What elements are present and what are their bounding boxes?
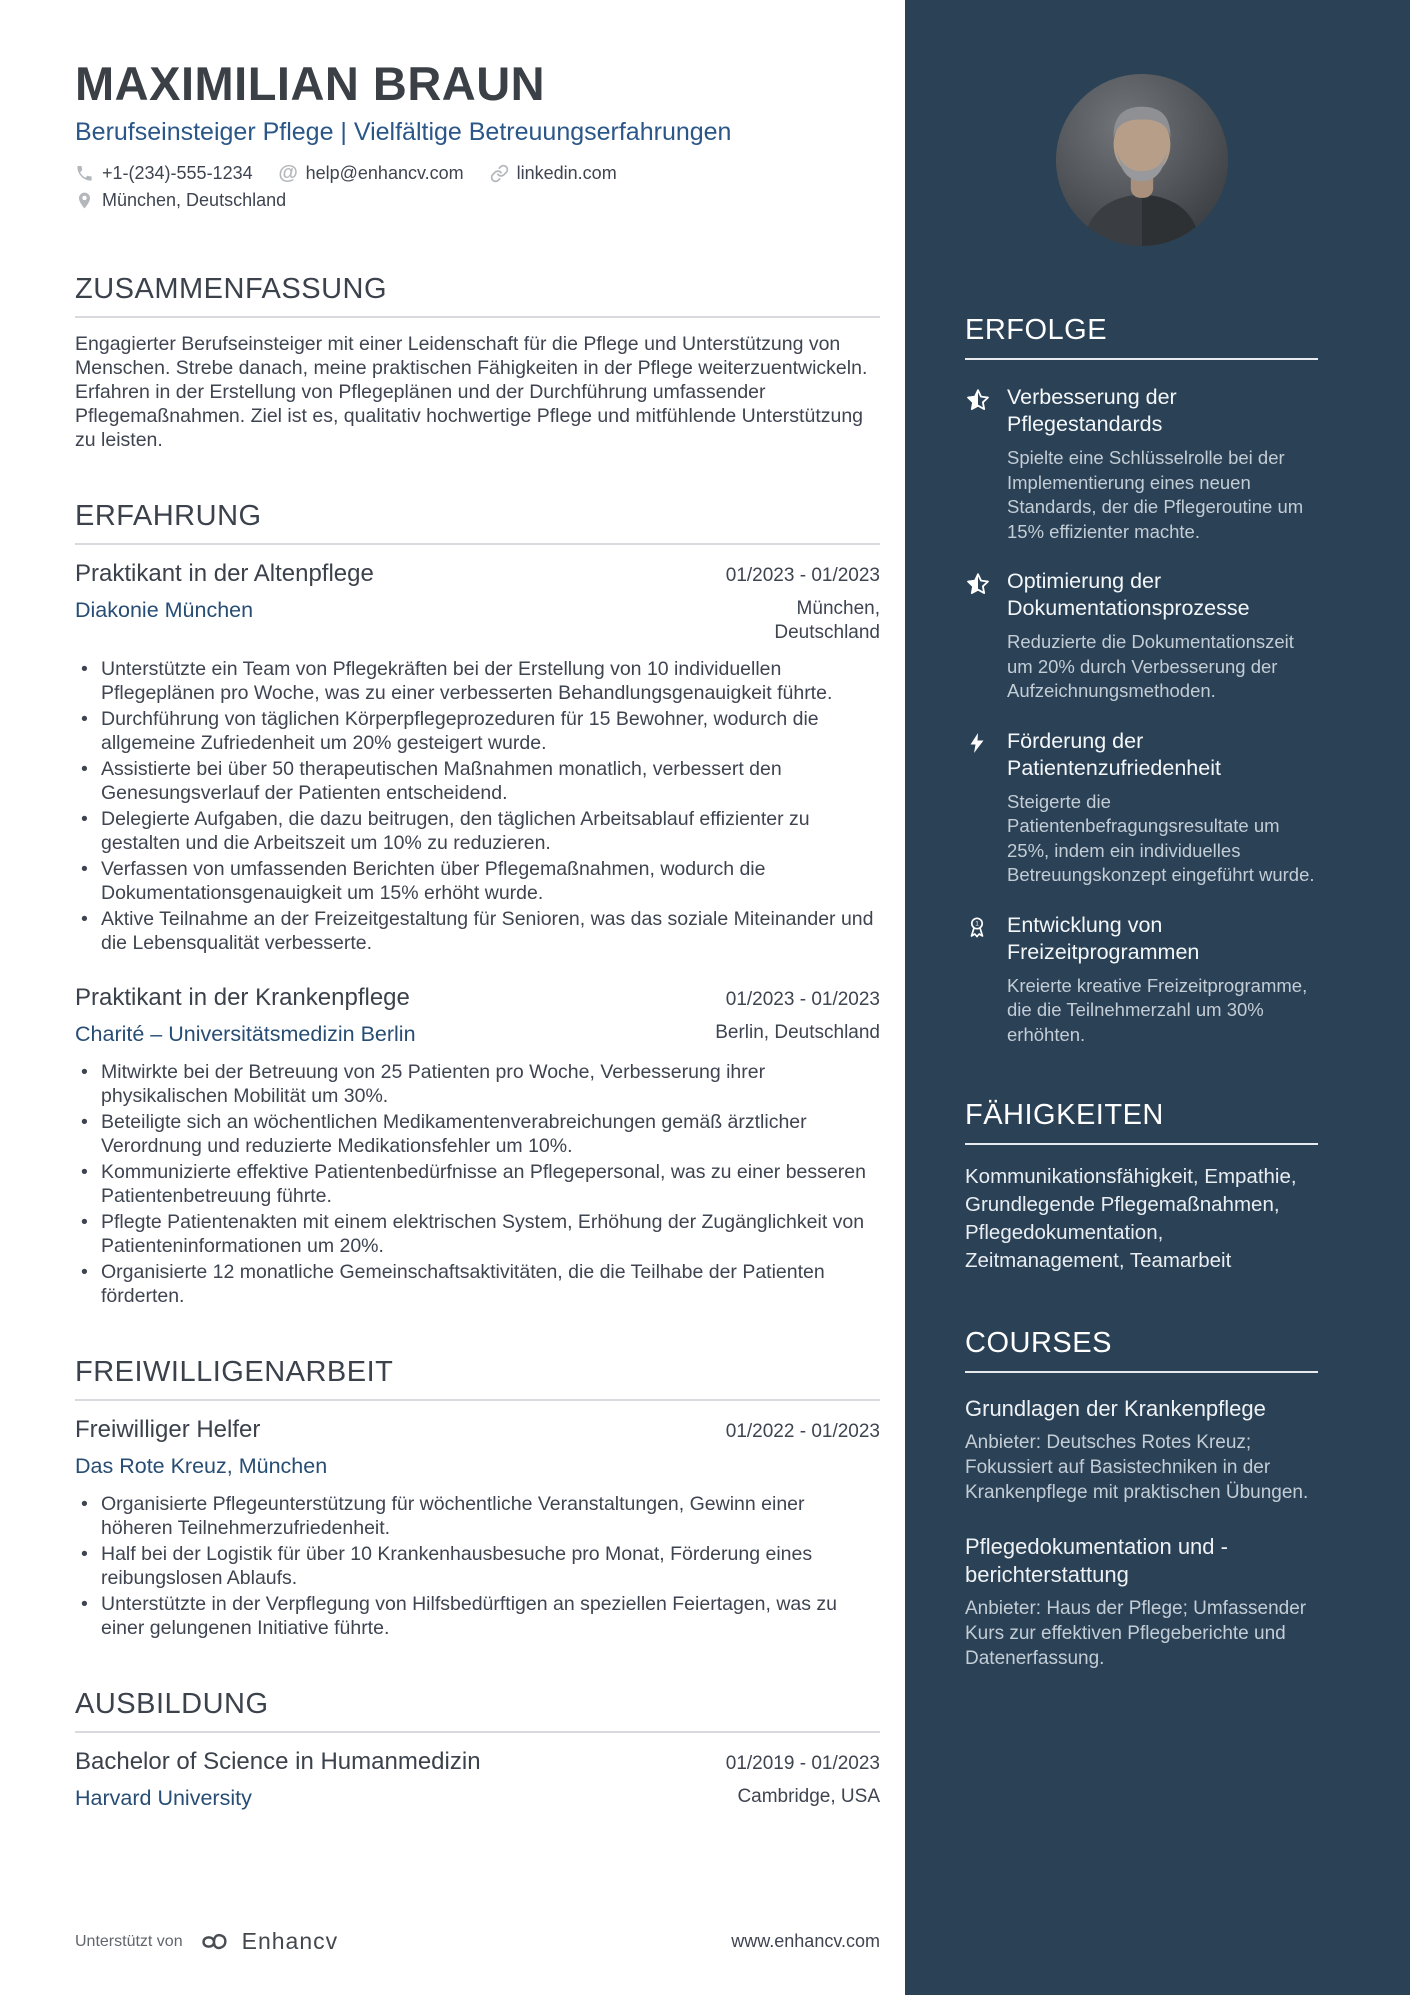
website-item[interactable] [490,163,617,184]
achievement-title: Optimierung der Dokumentationsprozesse [1007,569,1250,620]
email-item[interactable] [279,163,464,184]
section-volunteering [75,1356,880,1640]
job-entry [75,983,880,1308]
lightning-icon [965,728,991,888]
bullet-item: • Assistierte bei über 50 therapeutischen Maßnahmen monatlich, verbessert den Genesungsverlauf der Patienten entscheidend. [75,757,880,805]
sidebar [905,0,1410,1995]
course-title: Grundlagen der Krankenpflege [965,1396,1266,1421]
achievement-item [965,728,1318,888]
bullet-item: • Organisierte Pflegeunterstützung für wöchentliche Veranstaltungen, Gewinn einer höheren Teilnehmerzufriedenheit. [75,1492,880,1540]
job-company: Das Rote Kreuz, München [75,1454,328,1478]
profile-photo [1056,74,1228,246]
tagline: Berufseinsteiger Pflege | Vielfältige Betreuungserfahrungen [75,118,732,146]
job-title: Praktikant in der Krankenpflege [75,984,410,1011]
job-bullets [75,657,880,955]
course-text: Anbieter: Deutsches Rotes Kreuz; Fokussiert auf Basistechniken in der Krankenpflege mit praktischen Übungen. [965,1432,1309,1503]
job-location: Berlin, Deutschland [715,1022,880,1043]
section-heading: ERFOLGE [965,314,1318,360]
job-bullets [75,1060,880,1308]
star-half-icon [965,568,991,704]
contact-row [75,190,880,211]
location-value: München, Deutschland [102,190,287,210]
contact-row [75,163,880,184]
section-experience [75,500,880,1308]
bullet-item: • Verfassen von umfassenden Berichten über Pflegemaßnahmen, wodurch die Dokumentationsgenauigkeit um 15% erhöht wurde. [75,857,880,905]
achievement-body [1007,568,1318,704]
bullet-item: • Pflegte Patientenakten mit einem elektrischen System, Erhöhung der Zugänglichkeit von Patienteninformationen um 20%. [75,1210,880,1258]
website-value: linkedin.com [516,163,617,183]
achievement-item [965,568,1318,704]
person-name: MAXIMILIAN BRAUN [75,57,546,110]
phone-icon [75,164,94,183]
job-dates: 01/2023 - 01/2023 [725,989,880,1010]
at-icon: @ [278,162,298,184]
bullet-item: • Delegierte Aufgaben, die dazu beitrugen, den täglichen Arbeitsablauf effizienter zu gestalten und die Arbeitszeit um 10% zu reduzieren. [75,807,880,855]
job-head [75,559,880,589]
course-item [965,1533,1318,1671]
section-divider [75,1399,880,1401]
bullet-item: • Kommunizierte effektive Patientenbedürfnisse an Pflegepersonal, was zu einer besseren Patientenbetreuung führte. [75,1160,880,1208]
bullet-item: • Half bei der Logistik für über 10 Krankenhausbesuche pro Monat, Förderung eines reibungslosen Ablaufs. [75,1542,880,1590]
job-head [75,1415,880,1445]
job-title: Praktikant in der Altenpflege [75,560,374,587]
achievement-item [965,384,1318,544]
bullet-item: • Durchführung von täglichen Körperpflegeprozeduren für 15 Bewohner, wodurch die allgemeine Zufriedenheit um 20% gesteigert wurde. [75,707,880,755]
section-heading: FREIWILLIGENARBEIT [75,1356,394,1388]
school-name: Harvard University [75,1786,252,1810]
link-icon [490,164,509,183]
job-title: Freiwilliger Helfer [75,1416,261,1443]
job-entry [75,1415,880,1640]
school-location: Cambridge, USA [737,1786,880,1807]
page-footer [75,1928,880,1955]
job-entry [75,559,880,955]
job-company: Charité – Universitätsmedizin Berlin [75,1022,416,1046]
brand-name: Enhancv [241,1928,339,1954]
phone-item[interactable] [75,163,253,184]
bullet-item: • Beteiligte sich an wöchentlichen Medikamentenverabreichungen gemäß ärztlicher Verordnung und reduzierte Medikationsfehler um 10%. [75,1110,880,1158]
education-head [75,1747,880,1777]
section-courses [965,1327,1318,1671]
section-heading: ZUSAMMENFASSUNG [75,273,388,305]
job-company: Diakonie München [75,598,254,622]
course-text: Anbieter: Haus der Pflege; Umfassender Kurs zur effektiven Pflegeberichte und Datenerfassung. [965,1598,1307,1669]
location-item [75,190,286,211]
summary-text: Engagierter Berufseinsteiger mit einer Leidenschaft für die Pflege und Unterstützung von Menschen. Strebe danach, meine praktischen Fähigkeiten in der Pflege weiterzuentwickeln. Erfahren in der Erstellung von Pflegeplänen und der Durchführung umfassender Pflegemaßnahmen. Ziel ist es, qualitativ hochwertige Pflege und mitfühlende Unterstützung zu leisten. [75,333,868,451]
section-education [75,1688,880,1812]
job-subhead [75,1021,880,1048]
achievement-body [1007,728,1318,888]
section-heading: FÄHIGKEITEN [965,1099,1318,1145]
achievement-text: Kreierte kreative Freizeitprogramme, die die Teilnehmerzahl um 30% erhöhten. [1007,974,1308,1045]
resume-header [75,58,880,211]
section-heading: ERFAHRUNG [75,500,262,532]
education-entry [75,1747,880,1812]
job-dates: 01/2022 - 01/2023 [725,1421,880,1442]
map-pin-icon [75,191,94,210]
powered-by-label: Unterstützt von [75,1932,183,1950]
bullet-item: • Mitwirkte bei der Betreuung von 25 Patienten pro Woche, Verbesserung ihrer physikalischen Mobilität um 30%. [75,1060,880,1108]
job-dates: 01/2023 - 01/2023 [725,565,880,586]
enhancv-logo-icon [195,1929,233,1955]
svg-text:1: 1 [975,920,979,928]
achievement-text: Spielte eine Schlüsselrolle bei der Implementierung eines neuen Standards, der die Pflegeroutine um 15% effizienter machte. [1007,447,1304,542]
section-divider [75,543,880,545]
course-item [965,1395,1318,1505]
star-half-icon [965,384,991,544]
education-dates: 01/2019 - 01/2023 [725,1753,880,1774]
degree-title: Bachelor of Science in Humanmedizin [75,1748,481,1775]
phone-value: +1-(234)-555-1234 [102,163,253,183]
section-achievements [965,314,1318,1047]
email-value: help@enhancv.com [305,163,464,183]
footer-url[interactable]: www.enhancv.com [731,1931,880,1951]
section-divider [75,1731,880,1733]
achievement-text: Steigerte die Patientenbefragungsresultate um 25%, indem ein individuelles Betreuungskonzept eingeführt wurde. [1007,790,1315,885]
bullet-item: • Unterstützte in der Verpflegung von Hilfsbedürftigen an speziellen Feiertagen, was zu einer gelungenen Initiative führte. [75,1592,880,1640]
skills-text: Kommunikationsfähigkeit, Empathie, Grundlegende Pflegemaßnahmen, Pflegedokumentation, Zeitmanagement, Teamarbeit [965,1165,1297,1272]
achievement-title: Entwicklung von Freizeitprogrammen [1007,912,1200,964]
medal-icon [965,912,991,1048]
section-skills [965,1099,1318,1275]
job-head [75,983,880,1013]
achievement-body [1007,912,1318,1048]
bullet-item: • Unterstützte ein Team von Pflegekräften bei der Erstellung von 10 individuellen Pflegeplänen pro Woche, was zu einer verbesserten Behandlungsgenauigkeit führte. [75,657,880,705]
achievement-body [1007,384,1318,544]
job-subhead [75,597,880,645]
achievement-title: Förderung der Patientenzufriedenheit [1007,728,1221,780]
achievement-title: Verbesserung der Pflegestandards [1007,385,1177,436]
achievement-text: Reduzierte die Dokumentationszeit um 20% durch Verbesserung der Aufzeichnungsmethoden. [1007,631,1294,701]
achievement-item [965,912,1318,1048]
section-divider [75,316,880,318]
job-location: München, Deutschland [774,598,880,643]
job-bullets [75,1492,880,1640]
section-heading: AUSBILDUNG [75,1688,269,1720]
section-heading: COURSES [965,1327,1318,1373]
section-summary [75,273,880,452]
avatar [1056,74,1228,246]
bullet-item: • Aktive Teilnahme an der Freizeitgestaltung für Senioren, was das soziale Miteinander und die Lebensqualität verbesserte. [75,907,880,955]
contact-info [75,163,880,211]
bullet-item: • Organisierte 12 monatliche Gemeinschaftsaktivitäten, die die Teilhabe der Patienten förderten. [75,1260,880,1308]
education-subhead [75,1785,880,1812]
course-title: Pflegedokumentation und -berichterstattung [965,1534,1228,1587]
job-subhead [75,1453,880,1480]
